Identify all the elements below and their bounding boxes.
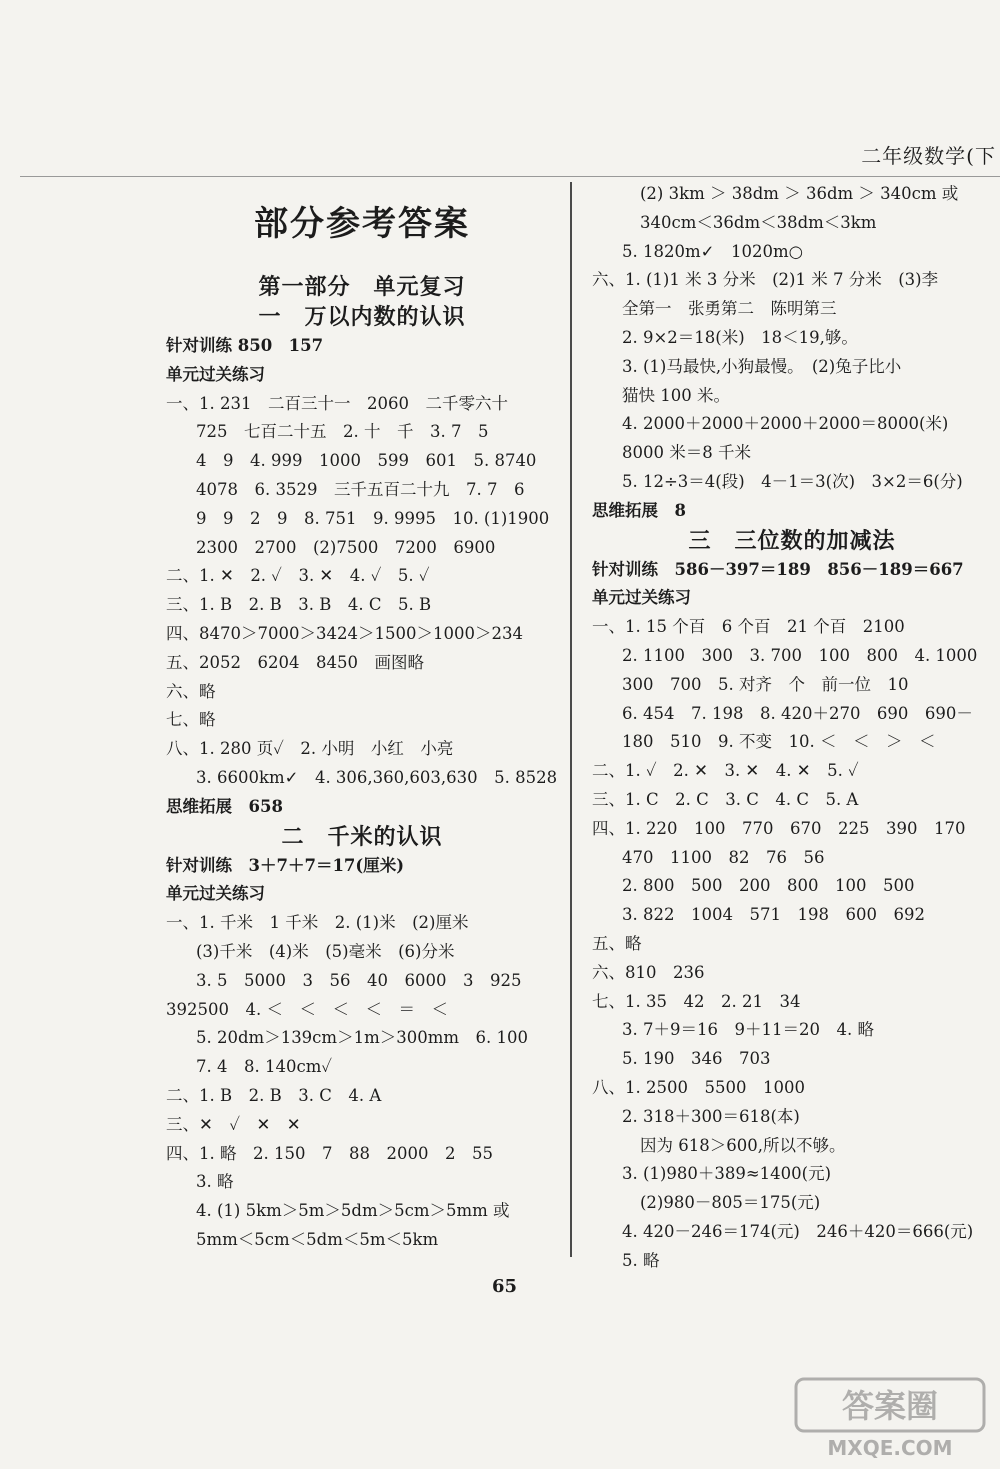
unit1-practice: 针对训练 850 157 <box>166 336 324 355</box>
answer-line: 2. 800 500 200 800 100 500 <box>622 876 915 896</box>
answer-line: 470 1100 82 76 56 <box>622 847 825 867</box>
answer-line: 3. 822 1004 571 198 600 692 <box>622 905 925 925</box>
answer-line: 三、1. B 2. B 3. B 4. C 5. B <box>166 595 432 615</box>
answer-line: 4. 2000＋2000＋2000＋2000＝8000(米) <box>622 414 949 434</box>
unit2-practice: 针对训练 3＋7＋7＝17(厘米) <box>166 855 405 875</box>
answer-line: 六、1. (1)1 米 3 分米 (2)1 米 7 分米 (3)李 <box>592 270 939 290</box>
answer-line: 四、8470＞7000＞3424＞1500＞1000＞234 <box>166 623 523 643</box>
answer-line: 5mm＜5cm＜5dm＜5m＜5km <box>196 1229 439 1249</box>
answer-line: 五、2052 6204 8450 画图略 <box>166 652 424 672</box>
answer-line: 一、1. 231 二百三十一 2060 二千零六十 <box>166 393 508 413</box>
answer-line: 八、1. 280 页✓ 2. 小明 小红 小亮 <box>166 739 454 759</box>
answer-line: 4. (1) 5km＞5m＞5dm＞5cm＞5mm 或 <box>196 1201 510 1221</box>
answer-line: 3. 5 5000 3 56 40 6000 3 925 <box>196 970 522 990</box>
answer-line: (3)千米 (4)米 (5)毫米 (6)分米 <box>196 941 455 961</box>
answer-line: 猫快 100 米。 <box>622 385 730 405</box>
answer-line: 3. 7＋9＝16 9＋11＝20 4. 略 <box>622 1020 874 1040</box>
answer-line: 三、✕ ✓ ✕ ✕ <box>166 1114 301 1134</box>
answer-line: 七、1. 35 42 2. 21 34 <box>592 991 801 1011</box>
answer-line: 5. 12÷3＝4(段) 4－1＝3(次) 3×2＝6(分) <box>622 471 963 491</box>
answer-line: 4. 420－246＝174(元) 246＋420＝666(元) <box>622 1221 974 1241</box>
answer-line: 一、1. 15 个百 6 个百 21 个百 2100 <box>592 617 905 637</box>
page-title: 部分参考答案 <box>254 204 470 244</box>
answer-line: 4 9 4. 999 1000 599 601 5. 8740 <box>196 451 537 471</box>
answer-line: 四、1. 220 100 770 670 225 390 170 <box>592 818 966 838</box>
answer-line: 六、略 <box>166 681 216 701</box>
answer-line: 八、1. 2500 5500 1000 <box>592 1077 805 1097</box>
answer-line: 8000 米＝8 千米 <box>622 443 751 463</box>
answer-line: 六、810 236 <box>592 962 705 982</box>
unit2-heading: 二 千米的认识 <box>281 823 443 850</box>
answer-line: 全第一 张勇第二 陈明第三 <box>622 299 837 319</box>
answer-line: 二、1. B 2. B 3. C 4. A <box>166 1085 382 1105</box>
answer-line: 3. (1)980＋389≈1400(元) <box>622 1164 832 1184</box>
answer-line: 725 七百二十五 2. 十 千 3. 7 5 <box>196 422 489 442</box>
unit1-heading: 一 万以内数的认识 <box>258 304 466 330</box>
answer-line: 2. 318＋300＝618(本) <box>622 1106 800 1126</box>
header-rule <box>20 176 1000 177</box>
answer-line: 9 9 2 9 8. 751 9. 9995 10. (1)1900 <box>196 508 550 528</box>
unit3-review-label: 单元过关练习 <box>592 588 691 608</box>
answer-line: 3. 6600km✓ 4. 306,360,603,630 5. 8528 <box>196 767 558 787</box>
unit3-heading: 三 三位数的加减法 <box>688 527 896 554</box>
unit1-thinking: 思维拓展 658 <box>166 796 283 816</box>
answer-line: 一、1. 千米 1 千米 2. (1)米 (2)厘米 <box>166 913 469 933</box>
answer-line: 二、1. ✓ 2. ✕ 3. ✕ 4. ✕ 5. ✓ <box>592 761 859 781</box>
answer-line: 三、1. C 2. C 3. C 4. C 5. A <box>592 789 859 809</box>
answer-line: 2. 1100 300 3. 700 100 800 4. 1000 <box>622 645 978 665</box>
answer-line: 5. 20dm＞139cm＞1m＞300mm 6. 100 <box>196 1028 528 1048</box>
answer-line: 180 510 9. 不变 10. ＜ ＜ ＞ ＜ <box>622 732 936 752</box>
answer-line: 300 700 5. 对齐 个 前一位 10 <box>622 674 909 694</box>
answer-line: 五、略 <box>592 933 642 953</box>
right-column <box>592 180 992 1275</box>
answer-line: 因为 618＞600,所以不够。 <box>640 1135 846 1155</box>
answer-line: 5. 190 346 703 <box>622 1049 771 1069</box>
answer-line: 6. 454 7. 198 8. 420＋270 690 690－ <box>622 703 973 723</box>
answer-line: 392500 4. ＜ ＜ ＜ ＜ ＝ ＜ <box>166 999 448 1019</box>
page-header: 二年级数学(下 <box>861 144 996 168</box>
answer-line: 5. 1820m✓ 1020m○ <box>622 241 803 261</box>
unit3-practice: 针对训练 586－397＝189 856－189＝667 <box>592 559 964 579</box>
answer-line: 3. 略 <box>196 1172 234 1192</box>
answer-line: 四、1. 略 2. 150 7 88 2000 2 55 <box>166 1143 493 1163</box>
part-heading: 第一部分 单元复习 <box>258 274 466 300</box>
column-divider <box>570 182 572 1257</box>
unit2-thinking: 思维拓展 8 <box>592 500 686 520</box>
answer-line: 4078 6. 3529 三千五百二十九 7. 7 6 <box>196 479 525 499</box>
unit2-review-label: 单元过关练习 <box>166 884 265 904</box>
left-column <box>166 180 558 1255</box>
unit1-review-label: 单元过关练习 <box>166 364 265 384</box>
watermark-logo <box>790 1373 990 1463</box>
answer-line: 5. 略 <box>622 1250 660 1270</box>
answer-line: (2)980－805＝175(元) <box>640 1193 821 1213</box>
watermark-url: MXQE.COM <box>827 1436 953 1460</box>
answer-line: 7. 4 8. 140cm✓ <box>196 1057 332 1077</box>
answer-line: 2. 9×2＝18(米) 18＜19,够。 <box>622 327 858 347</box>
answer-line: 340cm＜36dm＜38dm＜3km <box>640 212 877 232</box>
page-number: 65 <box>492 1276 518 1297</box>
answer-line: 2300 2700 (2)7500 7200 6900 <box>196 537 496 557</box>
answer-line: 七、略 <box>166 710 216 730</box>
watermark-text: 答案圈 <box>841 1387 939 1425</box>
answer-line: (2) 3km ＞ 38dm ＞ 36dm ＞ 340cm 或 <box>640 184 959 203</box>
answer-line: 3. (1)马最快,小狗最慢。 (2)兔子比小 <box>622 356 902 376</box>
answer-line: 二、1. ✕ 2. ✓ 3. ✕ 4. ✓ 5. ✓ <box>166 566 430 586</box>
